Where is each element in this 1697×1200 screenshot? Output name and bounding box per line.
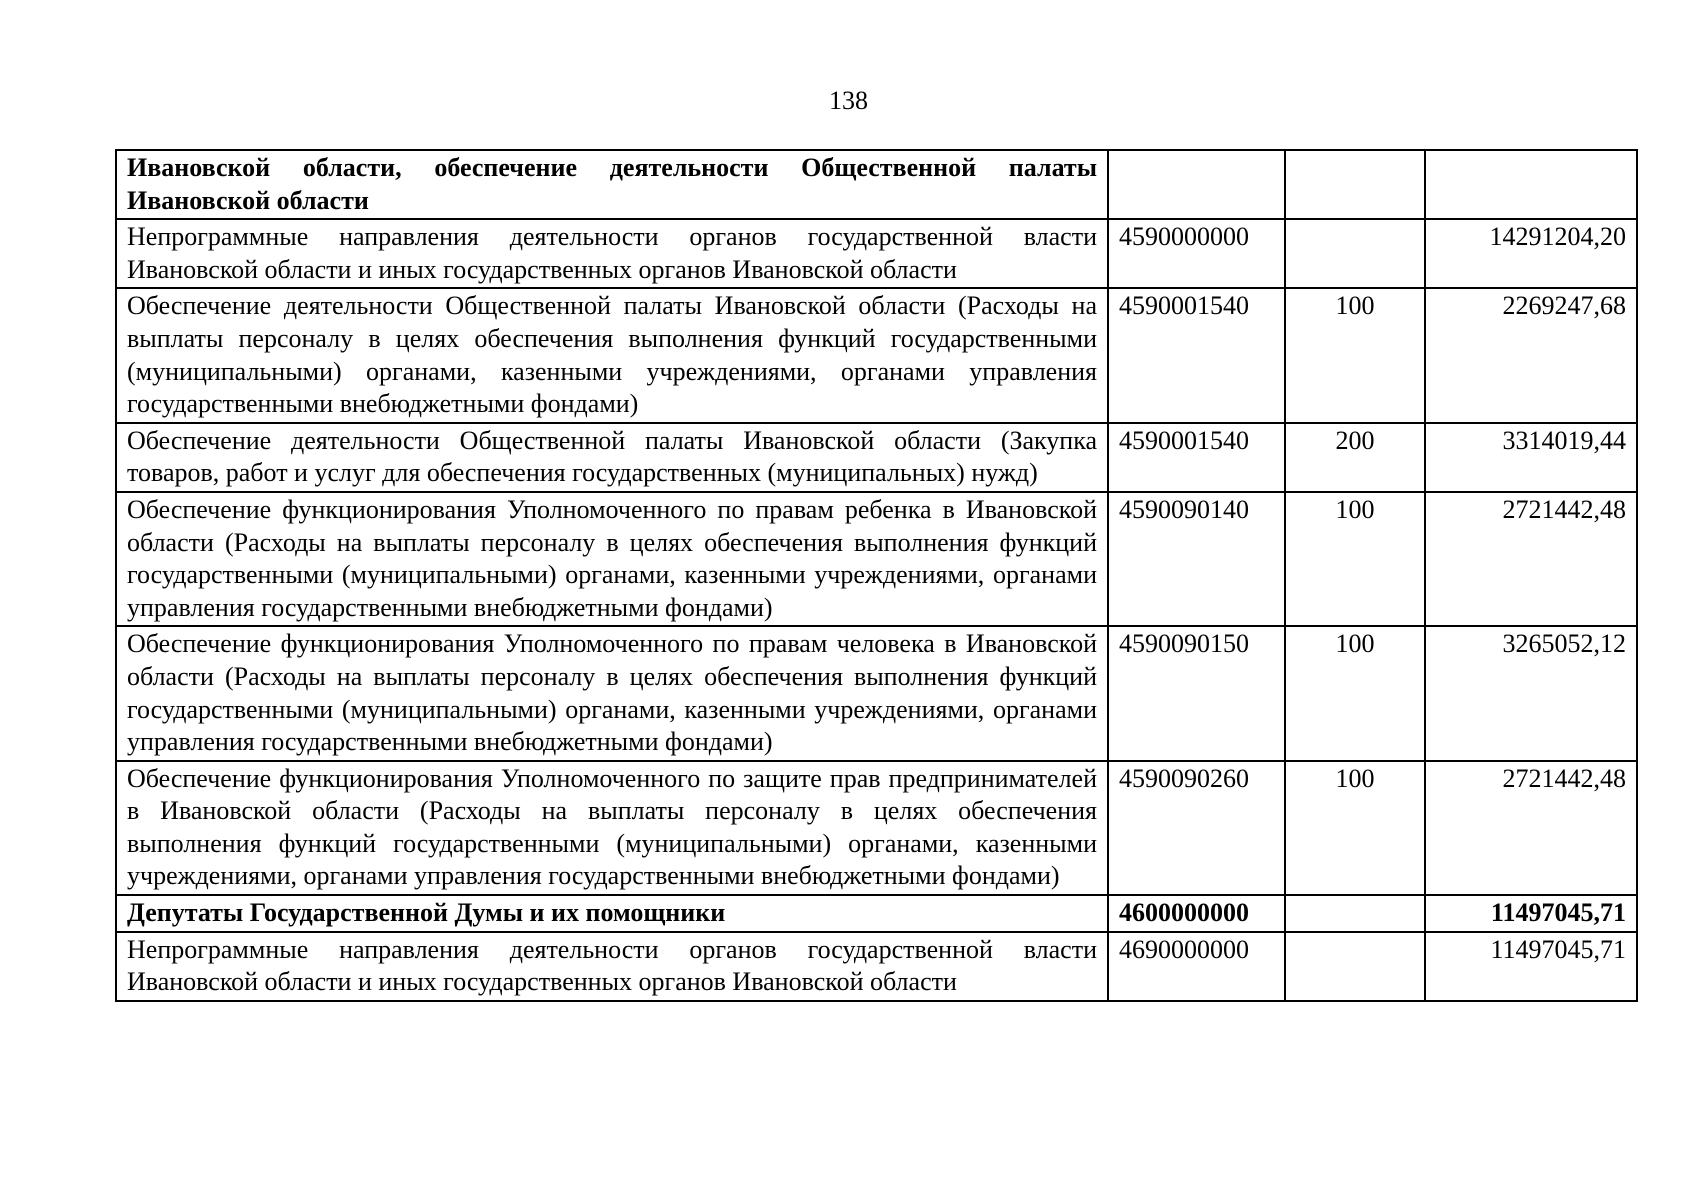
target-code-cell: 4590001540 (1108, 423, 1285, 492)
target-code-cell: 4590001540 (1108, 288, 1285, 422)
table-row (116, 288, 1637, 422)
table-row (116, 895, 1637, 932)
expense-type-cell: 100 (1285, 761, 1425, 895)
table-row (116, 150, 1637, 219)
amount-cell: 2269247,68 (1425, 288, 1637, 422)
expense-name-cell: Ивановской области, обеспечение деятельности Общественной палаты Ивановской области (116, 150, 1108, 219)
table-row (116, 219, 1637, 288)
expense-type-cell (1285, 219, 1425, 288)
target-code-cell: 4590000000 (1108, 219, 1285, 288)
expense-name-cell: Непрограммные направления деятельности органов государственной власти Ивановской области и иных государственных органов Ивановской области (116, 219, 1108, 288)
target-code-cell: 4600000000 (1108, 895, 1285, 932)
expense-type-cell: 200 (1285, 423, 1425, 492)
amount-cell: 2721442,48 (1425, 492, 1637, 626)
expense-type-cell: 100 (1285, 492, 1425, 626)
table-row (116, 761, 1637, 895)
expense-type-cell (1285, 895, 1425, 932)
expense-name-cell: Обеспечение деятельности Общественной палаты Ивановской области (Расходы на выплаты персоналу в целях обеспечения выполнения функций государственными (муниципальными) органами, казенными учреждениями, органами управления государственными внебюджетными фондами) (116, 288, 1108, 422)
amount-cell: 14291204,20 (1425, 219, 1637, 288)
expense-type-cell (1285, 150, 1425, 219)
table-row (116, 626, 1637, 760)
expense-name-cell: Обеспечение функционирования Уполномоченного по правам ребенка в Ивановской области (Расходы на выплаты персоналу в целях обеспечения выполнения функций государственными (муниципальными) органами, казенными учреждениями, органами управления государственными внебюджетными фондами) (116, 492, 1108, 626)
page-number: 138 (829, 86, 868, 115)
expense-type-cell: 100 (1285, 626, 1425, 760)
expense-type-cell: 100 (1285, 288, 1425, 422)
expense-name-cell: Обеспечение функционирования Уполномоченного по правам человека в Ивановской области (Расходы на выплаты персоналу в целях обеспечения выполнения функций государственными (муниципальными) органами, казенными учреждениями, органами управления государственными внебюджетными фондами) (116, 626, 1108, 760)
target-code-cell: 4590090260 (1108, 761, 1285, 895)
expense-name-cell: Обеспечение функционирования Уполномоченного по защите прав предпринимателей в Ивановской области (Расходы на выплаты персоналу в целях обеспечения выполнения функций государственными (муниципальными) органами, казенными учреждениями, органами управления государственными внебюджетными фондами) (116, 761, 1108, 895)
amount-cell: 3314019,44 (1425, 423, 1637, 492)
table-row (116, 423, 1637, 492)
amount-cell: 3265052,12 (1425, 626, 1637, 760)
amount-cell (1425, 150, 1637, 219)
expense-name-cell: Депутаты Государственной Думы и их помощники (116, 895, 1108, 932)
table-row (116, 932, 1637, 1001)
amount-cell: 11497045,71 (1425, 932, 1637, 1001)
expense-name-cell: Непрограммные направления деятельности органов государственной власти Ивановской области и иных государственных органов Ивановской области (116, 932, 1108, 1001)
target-code-cell: 4690000000 (1108, 932, 1285, 1001)
expense-type-cell (1285, 932, 1425, 1001)
amount-cell: 2721442,48 (1425, 761, 1637, 895)
target-code-cell (1108, 150, 1285, 219)
expense-name-cell: Обеспечение деятельности Общественной палаты Ивановской области (Закупка товаров, работ и услуг для обеспечения государственных (муниципальных) нужд) (116, 423, 1108, 492)
target-code-cell: 4590090150 (1108, 626, 1285, 760)
amount-cell: 11497045,71 (1425, 895, 1637, 932)
table-row (116, 492, 1637, 626)
budget-table (115, 149, 1638, 1002)
target-code-cell: 4590090140 (1108, 492, 1285, 626)
